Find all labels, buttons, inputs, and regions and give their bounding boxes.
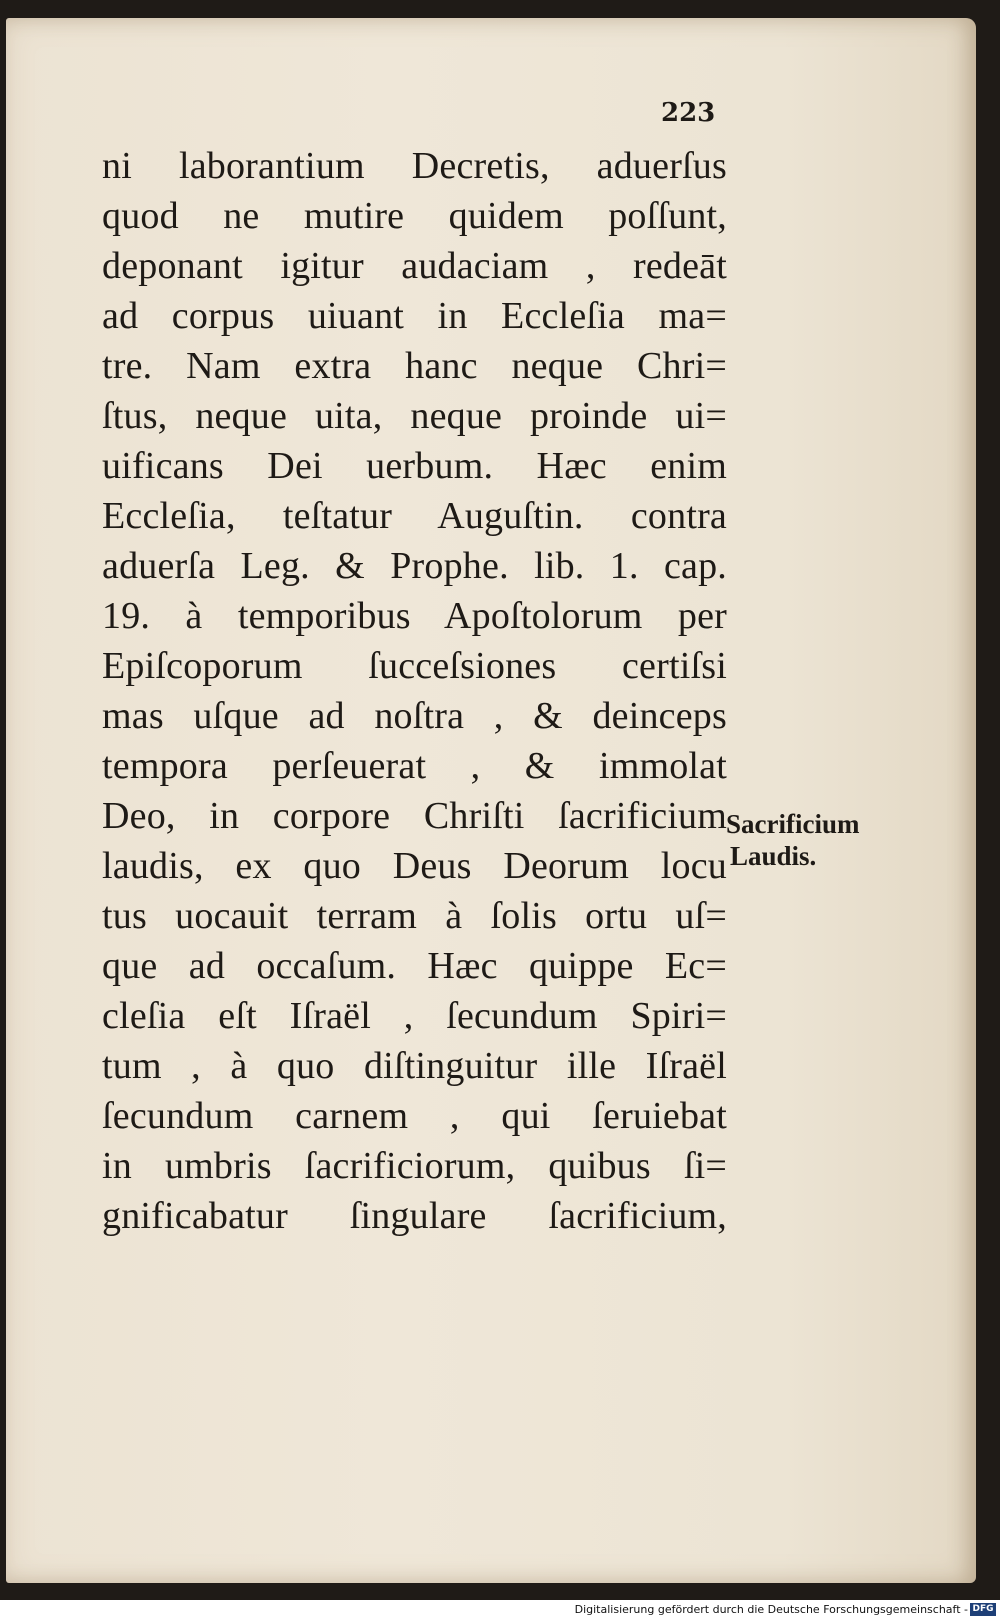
text-line: Epiſcoporum ſucceſsiones certiſsi [102, 645, 727, 687]
text-line: ſtus, neque uita, neque proinde ui= [102, 395, 727, 437]
body-text [102, 141, 727, 1241]
text-line: cleſia eſt Iſraël , ſecundum Spiri= [102, 995, 727, 1037]
text-line: laudis, ex quo Deus Deorum locu [102, 845, 727, 887]
text-line: aduerſa Leg. & Prophe. lib. 1. cap. [102, 545, 727, 587]
marginal-note-line: Laudis. [730, 841, 817, 871]
text-line: uificans Dei uerbum. Hæc enim [102, 445, 727, 487]
page-number: 223 [661, 98, 716, 128]
text-line: que ad occaſum. Hæc quippe Ec= [102, 945, 727, 987]
text-line: mas uſque ad noſtra , & deinceps [102, 695, 727, 737]
marginal-note-line: Sacrificium [726, 809, 860, 839]
text-line: Eccleſia, teſtatur Auguſtin. contra [102, 495, 727, 537]
text-line: Deo, in corpore Chriſti ſacrificium [102, 795, 727, 837]
text-line: ad corpus uiuant in Eccleſia ma= [102, 295, 727, 337]
text-line: gnificabatur ſingulare ſacrificium, [102, 1195, 727, 1237]
text-line: tum , à quo diſtinguitur ille Iſraël [102, 1045, 727, 1087]
book-page [6, 18, 976, 1583]
funding-credit: Digitalisierung gefördert durch die Deutsche Forschungsgemeinschaft - [574, 1603, 968, 1616]
text-line: tempora perſeuerat , & immolat [102, 745, 727, 787]
text-line: deponant igitur audaciam , redeāt [102, 245, 727, 287]
dfg-logo: DFG [970, 1603, 996, 1616]
text-line: ni laborantium Decretis, aduerſus [102, 145, 727, 187]
marginal-note [726, 808, 859, 872]
text-line: in umbris ſacrificiorum, quibus ſi= [102, 1145, 727, 1187]
text-line: tre. Nam extra hanc neque Chri= [102, 345, 727, 387]
text-line: 19. à temporibus Apoſtolorum per [102, 595, 727, 637]
text-line: ſecundum carnem , qui ſeruiebat [102, 1095, 727, 1137]
text-line: quod ne mutire quidem poſſunt, [102, 195, 727, 237]
text-line: tus uocauit terram à ſolis ortu uſ= [102, 895, 727, 937]
